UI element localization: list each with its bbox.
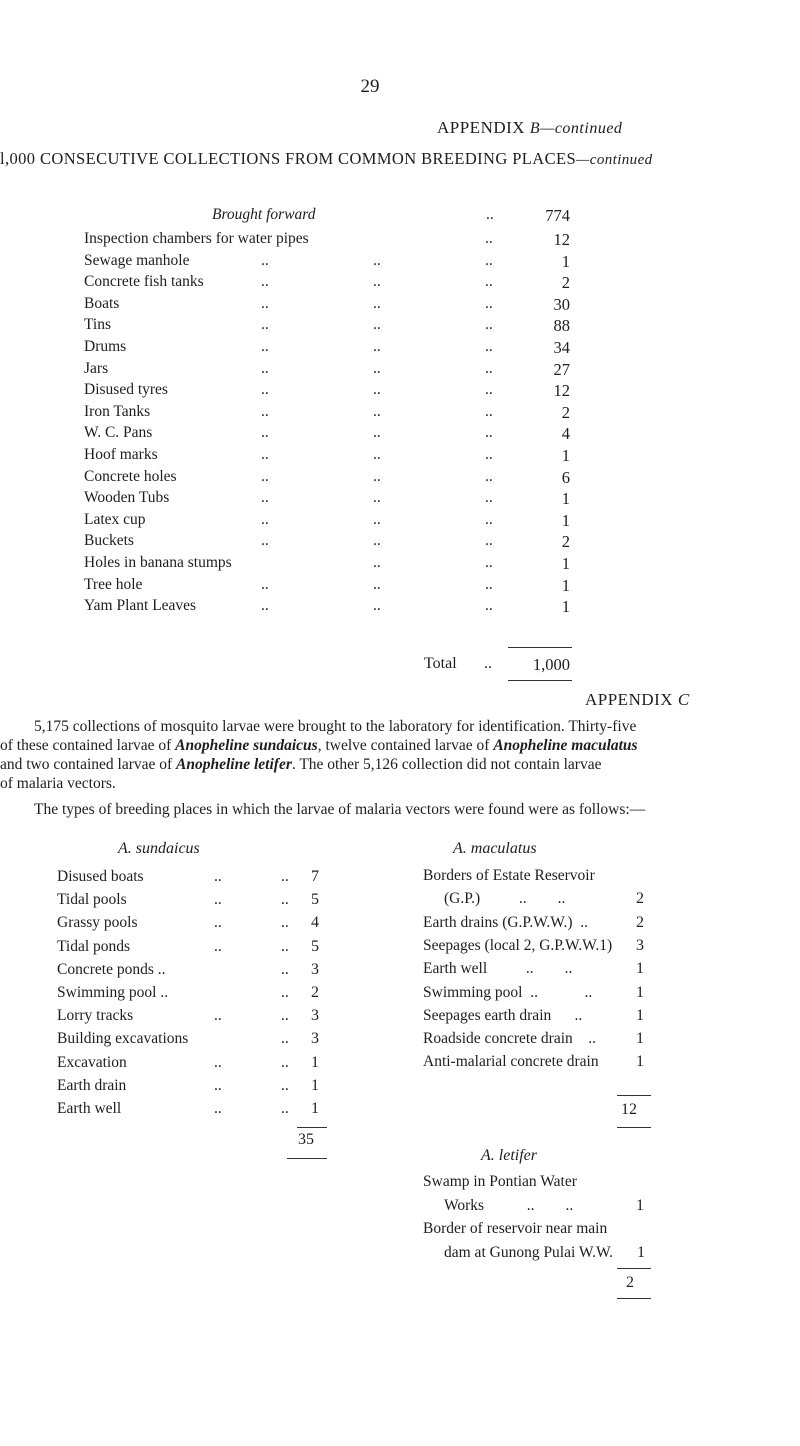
breeding-place-label: Iron Tanks [84,402,151,420]
dot-leader: .. [214,1007,222,1025]
maculatus-line: Seepages (local 2, G.P.W.W.1) [423,936,613,954]
maculatus-rule-bottom [617,1127,651,1128]
breeding-place-count: 27 [553,359,570,379]
sundaicus-label: Concrete ponds .. [57,960,166,978]
letifer-total: 2 [626,1274,634,1291]
dot-leader: .. [281,1053,289,1071]
letifer-rule-top [617,1268,651,1269]
breeding-place-row [0,360,800,384]
breeding-place-row [0,511,800,535]
maculatus-heading: A. maculatus [453,840,537,857]
breeding-place-row [0,424,800,448]
dot-leader: .. [485,381,493,399]
breeding-place-row [0,446,800,470]
dot-leader: .. [373,489,381,507]
intro-line-4: of malaria vectors. [0,775,116,792]
breeding-place-row [0,252,800,276]
intro-line-2 [0,737,638,755]
breeding-place-row [0,489,800,513]
dot-leader: .. [485,338,493,355]
letifer-rule-bottom [617,1298,651,1299]
sundaicus-count: 1 [311,1053,319,1071]
letifer-line: dam at Gunong Pulai W.W. [444,1243,614,1261]
maculatus-rule-top [617,1095,651,1096]
maculatus-line: Swimming pool .. .. [423,983,593,1001]
dot-leader: .. [485,489,493,507]
dot-leader: .. [261,467,269,485]
section-heading-text: l,000 CONSECUTIVE COLLECTIONS FROM COMMON BREEDING PLACES [0,149,577,168]
total-rule-top [508,647,572,648]
breeding-place-label: Wooden Tubs [84,489,170,507]
breeding-place-label: Concrete fish tanks [84,273,204,291]
dot-leader: .. [373,251,381,269]
dot-leader: .. [373,554,381,571]
breeding-place-count: 1 [561,554,570,573]
breeding-place-count: 1 [561,251,570,271]
breeding-place-label: Inspection chambers for water pipes [84,230,309,247]
dot-leader: .. [261,532,269,550]
dot-leader: .. [261,510,269,528]
breeding-place-label: Tree hole [84,575,143,593]
sundaicus-label: Grassy pools [57,914,138,932]
sundaicus-count: 7 [311,868,319,885]
breeding-place-count: 4 [561,424,570,444]
dot-leader: .. [281,1100,289,1117]
dot-leader: .. [485,575,493,593]
sundaicus-count: 3 [311,1007,319,1025]
breeding-place-label: Tins [84,316,112,334]
dot-leader: .. [281,891,289,909]
dot-leader: .. [261,294,269,312]
sundaicus-label: Swimming pool .. [57,984,169,1001]
breeding-place-row [0,230,800,254]
breeding-place-label: Drums [84,338,127,355]
dot-leader: .. [373,402,381,420]
sundaicus-label: Building excavations [57,1030,189,1048]
breeding-place-label: Buckets [84,532,134,550]
dot-leader: .. [281,1007,289,1025]
sundaicus-row [0,1007,340,1031]
section-heading [0,149,653,169]
dot-leader: .. [485,402,493,420]
intro-line-3c: . The other 5,126 collection did not contain larvae [291,756,602,773]
sundaicus-label: Tidal pools [57,891,127,909]
breeding-place-row [0,381,800,405]
breeding-place-row [0,532,800,556]
dot-leader: .. [261,381,269,399]
appendix-c-word: APPENDIX [585,690,674,709]
breeding-place-count: 34 [553,338,570,357]
dot-leader: .. [485,532,493,550]
letifer-line: Works .. .. [444,1196,574,1214]
sundaicus-label: Earth drain [57,1076,127,1094]
sundaicus-count: 5 [311,891,319,909]
dot-leader: .. [214,1076,222,1094]
section-heading-continued: —continued [576,152,653,168]
dot-leader: .. [485,467,493,485]
maculatus-line: Anti-malarial concrete drain [423,1053,599,1071]
sundaicus-row [0,938,340,962]
dot-leader: .. [261,597,269,615]
dot-leader: .. [261,424,269,442]
breeding-place-count: 1 [561,575,570,595]
total-rule-bottom [508,680,572,681]
brought-forward-value: 774 [545,206,570,225]
sundaicus-count: 1 [311,1100,319,1117]
breeding-place-row [0,597,800,621]
letifer-heading: A. letifer [481,1147,537,1164]
letifer-line: Swamp in Pontian Water [423,1173,577,1190]
maculatus-total: 12 [621,1101,637,1118]
dot-leader: .. [373,446,381,463]
dot-leader: .. [485,597,493,615]
sundaicus-row [0,1100,340,1124]
letifer-line: Border of reservoir near main [423,1220,608,1237]
dot-leader: .. [485,294,493,312]
species-letifer: Anopheline letifer [176,756,292,773]
dot-leader: .. [281,960,289,978]
breeding-place-label: Jars [84,359,109,377]
dot-leader: .. [485,510,493,528]
dot-leader: .. [485,316,493,334]
dot-leader: .. [485,230,493,247]
sundaicus-count: 3 [311,960,319,978]
breeding-place-label: Latex cup [84,510,146,528]
appendix-b-word: APPENDIX [437,118,526,137]
dot-leader: .. [261,446,269,463]
breeding-place-count: 30 [553,294,570,314]
intro-line-2c: , twelve contained larvae of [317,737,494,754]
dot-leader: .. [485,446,493,463]
dot-leader: .. [373,338,381,355]
appendix-c-title [585,690,690,710]
breeding-place-label: Yam Plant Leaves [84,597,197,615]
intro-line-1: 5,175 collections of mosquito larvae were brought to the laboratory for identification. Thirty-five [34,718,637,735]
breeding-place-label: Holes in banana stumps [84,554,232,571]
sundaicus-count: 5 [311,937,319,955]
breeding-place-row [0,295,800,319]
dot-leader: .. [214,868,222,885]
total-label: Total [424,655,457,672]
sundaicus-rule-top [297,1127,327,1128]
dot-leader: .. [373,381,381,399]
maculatus-count: 1 [636,1006,644,1024]
sundaicus-row [0,961,340,985]
letifer-count: 1 [636,1196,644,1214]
breeding-place-row [0,468,800,492]
breeding-place-count: 1 [561,446,570,465]
breeding-place-label: Concrete holes [84,467,177,485]
maculatus-count: 1 [636,1030,644,1048]
breeding-place-count: 6 [561,467,570,487]
dot-leader: .. [373,597,381,615]
maculatus-count: 3 [636,936,644,954]
dot-leader: .. [373,467,381,485]
dot-leader: .. [281,937,289,955]
sundaicus-label: Lorry tracks [57,1007,134,1025]
sundaicus-label: Tidal ponds [57,937,131,955]
breeding-place-label: W. C. Pans [84,424,153,442]
breeding-place-row [0,403,800,427]
dot-leader: .. [485,251,493,269]
intro-line-3a: and two contained larvae of [0,756,177,773]
dot-leader: .. [373,424,381,442]
sundaicus-row [0,868,340,892]
breeding-place-row [0,576,800,600]
dot-leader: .. [214,1053,222,1071]
appendix-b-continued: —continued [540,120,623,137]
page-number: 29 [360,76,380,97]
breeding-place-row [0,316,800,340]
sundaicus-row [0,1030,340,1054]
dot-leader: .. [281,1076,289,1094]
dot-leader: .. [261,575,269,593]
maculatus-line: (G.P.) .. .. [444,890,566,908]
species-maculatus: Anopheline maculatus [493,737,638,754]
dot-leader: .. [261,489,269,507]
brought-forward-label: Brought forward [212,206,316,223]
dot-leader: .. [281,868,289,885]
dot-leader: .. [261,359,269,377]
breeding-place-count: 12 [553,381,570,401]
dot-leader: .. [373,510,381,528]
breeding-place-row [0,554,800,578]
dot-leader: .. [281,914,289,932]
maculatus-line: Borders of Estate Reservoir [423,867,595,884]
dot-leader: .. [373,532,381,550]
dot-leader: .. [373,575,381,593]
dot-leader: .. [373,273,381,291]
appendix-b-title [437,118,622,138]
maculatus-count: 1 [636,983,644,1001]
maculatus-line: Seepages earth drain .. [423,1006,583,1024]
dot-leader: .. [214,891,222,909]
appendix-c-letter: C [677,690,690,709]
sundaicus-row [0,984,340,1008]
intro-line-5: The types of breeding places in which the larvae of malaria vectors were found were as follows:— [34,801,646,818]
dot-leader: .. [485,359,493,377]
intro-line-3 [0,756,601,774]
dot-leader: .. [485,554,493,571]
maculatus-line: Earth well .. .. [423,960,573,978]
breeding-place-row [0,338,800,362]
sundaicus-row [0,914,340,938]
sundaicus-count: 4 [311,914,319,932]
maculatus-count: 2 [636,913,644,931]
maculatus-count: 1 [636,960,644,978]
sundaicus-count: 3 [311,1030,319,1048]
total-value: 1,000 [532,655,570,674]
dot-leader: .. [281,984,289,1001]
brought-forward-dots: .. [486,206,494,223]
breeding-place-label: Hoof marks [84,446,158,463]
sundaicus-label: Earth well [57,1100,122,1117]
dot-leader: .. [281,1030,289,1048]
breeding-place-count: 2 [561,532,570,552]
sundaicus-row [0,1054,340,1078]
breeding-place-count: 88 [553,316,570,336]
breeding-place-count: 2 [561,273,570,293]
breeding-place-count: 1 [561,489,570,509]
breeding-place-row [0,273,800,297]
maculatus-count: 1 [636,1053,644,1071]
dot-leader: .. [214,914,222,932]
breeding-place-label: Disused tyres [84,381,168,399]
dot-leader: .. [261,316,269,334]
sundaicus-label: Excavation [57,1053,127,1071]
dot-leader: .. [485,424,493,442]
sundaicus-rule-bottom [287,1158,327,1159]
dot-leader: .. [373,359,381,377]
dot-leader: .. [261,402,269,420]
species-sundaicus: Anopheline sundaicus [175,737,318,754]
appendix-b-letter: B [529,120,541,137]
breeding-place-count: 12 [553,230,570,249]
dot-leader: .. [373,294,381,312]
letifer-count: 1 [637,1243,645,1261]
intro-line-2a: of these contained larvae of [0,737,176,754]
sundaicus-row [0,891,340,915]
dot-leader: .. [373,316,381,334]
sundaicus-heading: A. sundaicus [118,840,200,857]
breeding-place-count: 2 [561,402,570,422]
total-dots: .. [484,655,492,672]
breeding-place-count: 1 [561,597,570,617]
sundaicus-total: 35 [298,1131,314,1148]
breeding-place-label: Boats [84,294,120,312]
dot-leader: .. [214,1100,222,1117]
maculatus-line: Roadside concrete drain .. [423,1030,597,1048]
sundaicus-label: Disused boats [57,868,144,885]
sundaicus-count: 1 [311,1076,319,1094]
breeding-place-count: 1 [561,510,570,530]
breeding-place-label: Sewage manhole [84,251,190,269]
maculatus-line: Earth drains (G.P.W.W.) .. [423,913,589,931]
maculatus-count: 2 [636,890,644,908]
dot-leader: .. [261,251,269,269]
dot-leader: .. [214,937,222,955]
sundaicus-row [0,1077,340,1101]
dot-leader: .. [485,273,493,291]
dot-leader: .. [261,338,269,355]
sundaicus-count: 2 [311,984,319,1001]
dot-leader: .. [261,273,269,291]
